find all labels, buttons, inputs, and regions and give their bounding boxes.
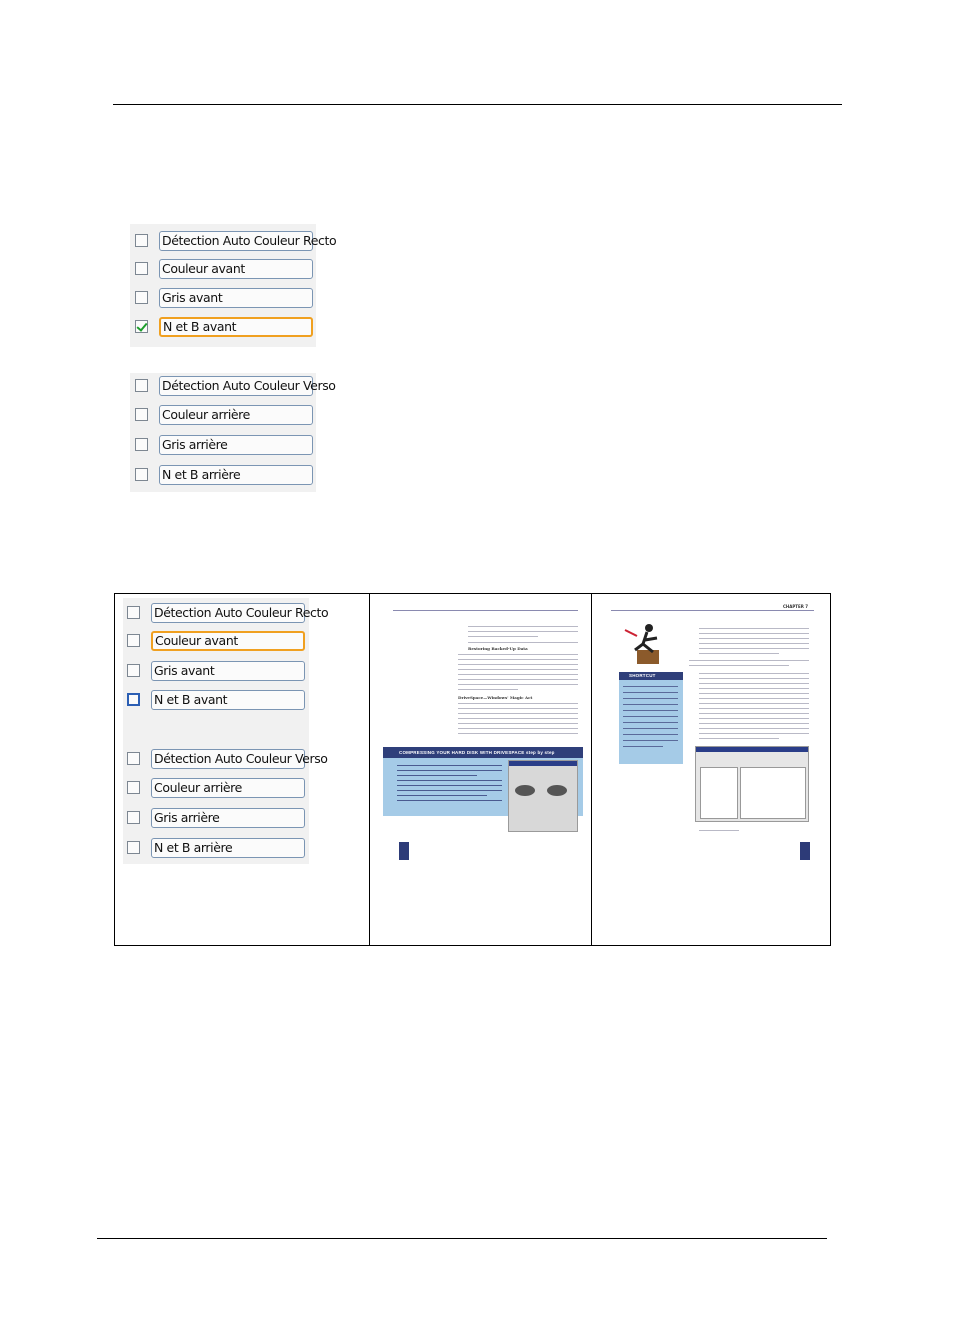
text-line: [699, 713, 809, 714]
text-line: [699, 698, 809, 699]
header-chapter: CHAPTER 7: [783, 604, 809, 609]
checkbox-detection-verso[interactable]: [135, 379, 148, 392]
page-header-line: [611, 610, 814, 611]
step-line: [397, 790, 502, 791]
heading-drivespace: DriveSpace—Windows' Magic Act: [458, 695, 533, 700]
illustration-barrel: [637, 650, 659, 664]
option-label: Couleur avant: [159, 259, 313, 279]
checkbox-gris-arriere[interactable]: [127, 811, 140, 824]
text-line: [468, 642, 578, 643]
step-line: [397, 770, 502, 771]
sample-page-right: [611, 602, 819, 938]
option-label: Détection Auto Couleur Verso: [151, 749, 305, 769]
sidebar-line: [623, 692, 678, 693]
screenshot-disk-icon: [547, 785, 567, 796]
text-line: [699, 830, 739, 831]
option-label: Gris avant: [159, 288, 313, 308]
option-label: Couleur arrière: [159, 405, 313, 425]
option-label: N et B avant: [151, 690, 305, 710]
option-label: N et B arrière: [151, 838, 305, 858]
option-label: Détection Auto Couleur Recto: [159, 231, 313, 251]
page-number-tab: [399, 842, 409, 860]
text-line: [699, 703, 809, 704]
text-line: [458, 654, 578, 655]
sample-frame: [114, 593, 831, 946]
text-line: [699, 648, 809, 649]
step-line: [397, 795, 487, 796]
text-line: [458, 728, 578, 729]
text-line: [458, 674, 578, 675]
option-label: N et B arrière: [159, 465, 313, 485]
text-line: [458, 659, 578, 660]
option-label: N et B avant: [159, 317, 313, 337]
shortcut-heading: SHORTCUT: [629, 673, 656, 678]
illustration-body: [635, 632, 657, 652]
text-line: [699, 738, 779, 739]
text-line: [699, 723, 809, 724]
text-line: [699, 653, 779, 654]
text-line: [458, 708, 578, 709]
checkbox-nb-arriere[interactable]: [127, 841, 140, 854]
runner-illustration: [619, 620, 675, 666]
checkbox-couleur-arriere[interactable]: [127, 781, 140, 794]
screenshot-tree: [700, 767, 738, 819]
text-line: [458, 713, 578, 714]
checkbox-couleur-arriere[interactable]: [135, 408, 148, 421]
illustration-head: [645, 624, 653, 632]
sample-page-left: [383, 602, 583, 938]
text-line: [458, 703, 578, 704]
text-line: [699, 628, 809, 629]
checkbox-nb-avant[interactable]: [127, 693, 140, 706]
text-line: [458, 684, 578, 685]
text-line: [458, 669, 578, 670]
sidebar-line: [623, 722, 678, 723]
text-line: [699, 718, 809, 719]
checkbox-couleur-avant[interactable]: [135, 262, 148, 275]
header-rule: [113, 104, 842, 105]
text-line: [699, 708, 809, 709]
step-line: [397, 800, 502, 801]
option-label: Couleur arrière: [151, 778, 305, 798]
checkbox-gris-arriere[interactable]: [135, 438, 148, 451]
sidebar-line: [623, 686, 678, 687]
checkbox-gris-avant[interactable]: [135, 291, 148, 304]
footer-rule: [97, 1238, 827, 1239]
sidebar-line: [623, 716, 678, 717]
checkbox-detection-verso[interactable]: [127, 752, 140, 765]
sidebar-line: [623, 734, 678, 735]
option-label: Gris arrière: [159, 435, 313, 455]
sidebar-line: [623, 728, 678, 729]
option-label: Détection Auto Couleur Recto: [151, 603, 305, 623]
text-line: [458, 679, 578, 680]
text-line: [699, 688, 809, 689]
column-divider: [591, 594, 592, 945]
lower-option-panel: [123, 598, 329, 864]
text-line: [689, 660, 809, 661]
text-line: [458, 723, 578, 724]
heading-restoring: Restoring Backed-Up Data: [468, 646, 528, 651]
checkbox-nb-arriere[interactable]: [135, 468, 148, 481]
screenshot-titlebar: [696, 747, 808, 752]
sidebar-line: [623, 740, 678, 741]
screenshot-titlebar: [509, 761, 577, 766]
column-divider: [369, 594, 370, 945]
text-line: [468, 631, 578, 632]
text-line: [699, 683, 809, 684]
option-label: Détection Auto Couleur Verso: [159, 376, 313, 396]
upper-option-panel: [130, 224, 337, 492]
text-line: [699, 643, 809, 644]
illustration-flag: [625, 630, 637, 636]
option-label: Gris avant: [151, 661, 305, 681]
text-line: [468, 636, 538, 637]
sidebar-line: [623, 698, 678, 699]
step-line: [397, 765, 502, 766]
page-header-line: [393, 610, 578, 611]
step-line: [397, 785, 502, 786]
text-line: [699, 733, 809, 734]
step-line: [397, 780, 502, 781]
checkbox-gris-avant[interactable]: [127, 664, 140, 677]
text-line: [699, 673, 809, 674]
backup-screenshot: [695, 746, 809, 822]
text-line: [458, 664, 578, 665]
option-label: Gris arrière: [151, 808, 305, 828]
text-line: [699, 633, 809, 634]
text-line: [699, 693, 809, 694]
checkbox-detection-recto[interactable]: [135, 234, 148, 247]
text-line: [699, 638, 809, 639]
banner-text: COMPRESSING YOUR HARD DISK WITH DRIVESPACE step by step: [399, 750, 555, 755]
step-line: [397, 775, 477, 776]
sidebar-line: [623, 710, 678, 711]
checkbox-couleur-avant[interactable]: [127, 634, 140, 647]
sidebar-line: [623, 746, 663, 747]
screenshot-list: [740, 767, 806, 819]
screenshot-disk-icon: [515, 785, 535, 796]
text-line: [458, 733, 578, 734]
text-line: [458, 689, 518, 690]
text-line: [689, 665, 789, 666]
checkbox-nb-avant[interactable]: [135, 320, 148, 333]
drivespace-screenshot: [508, 760, 578, 832]
sidebar-line: [623, 704, 678, 705]
text-line: [458, 718, 578, 719]
checkbox-detection-recto[interactable]: [127, 606, 140, 619]
text-line: [699, 678, 809, 679]
panel-gap: [130, 347, 316, 373]
text-line: [468, 626, 578, 627]
text-line: [699, 728, 809, 729]
page-number-tab: [800, 842, 810, 860]
option-label: Couleur avant: [151, 631, 305, 651]
